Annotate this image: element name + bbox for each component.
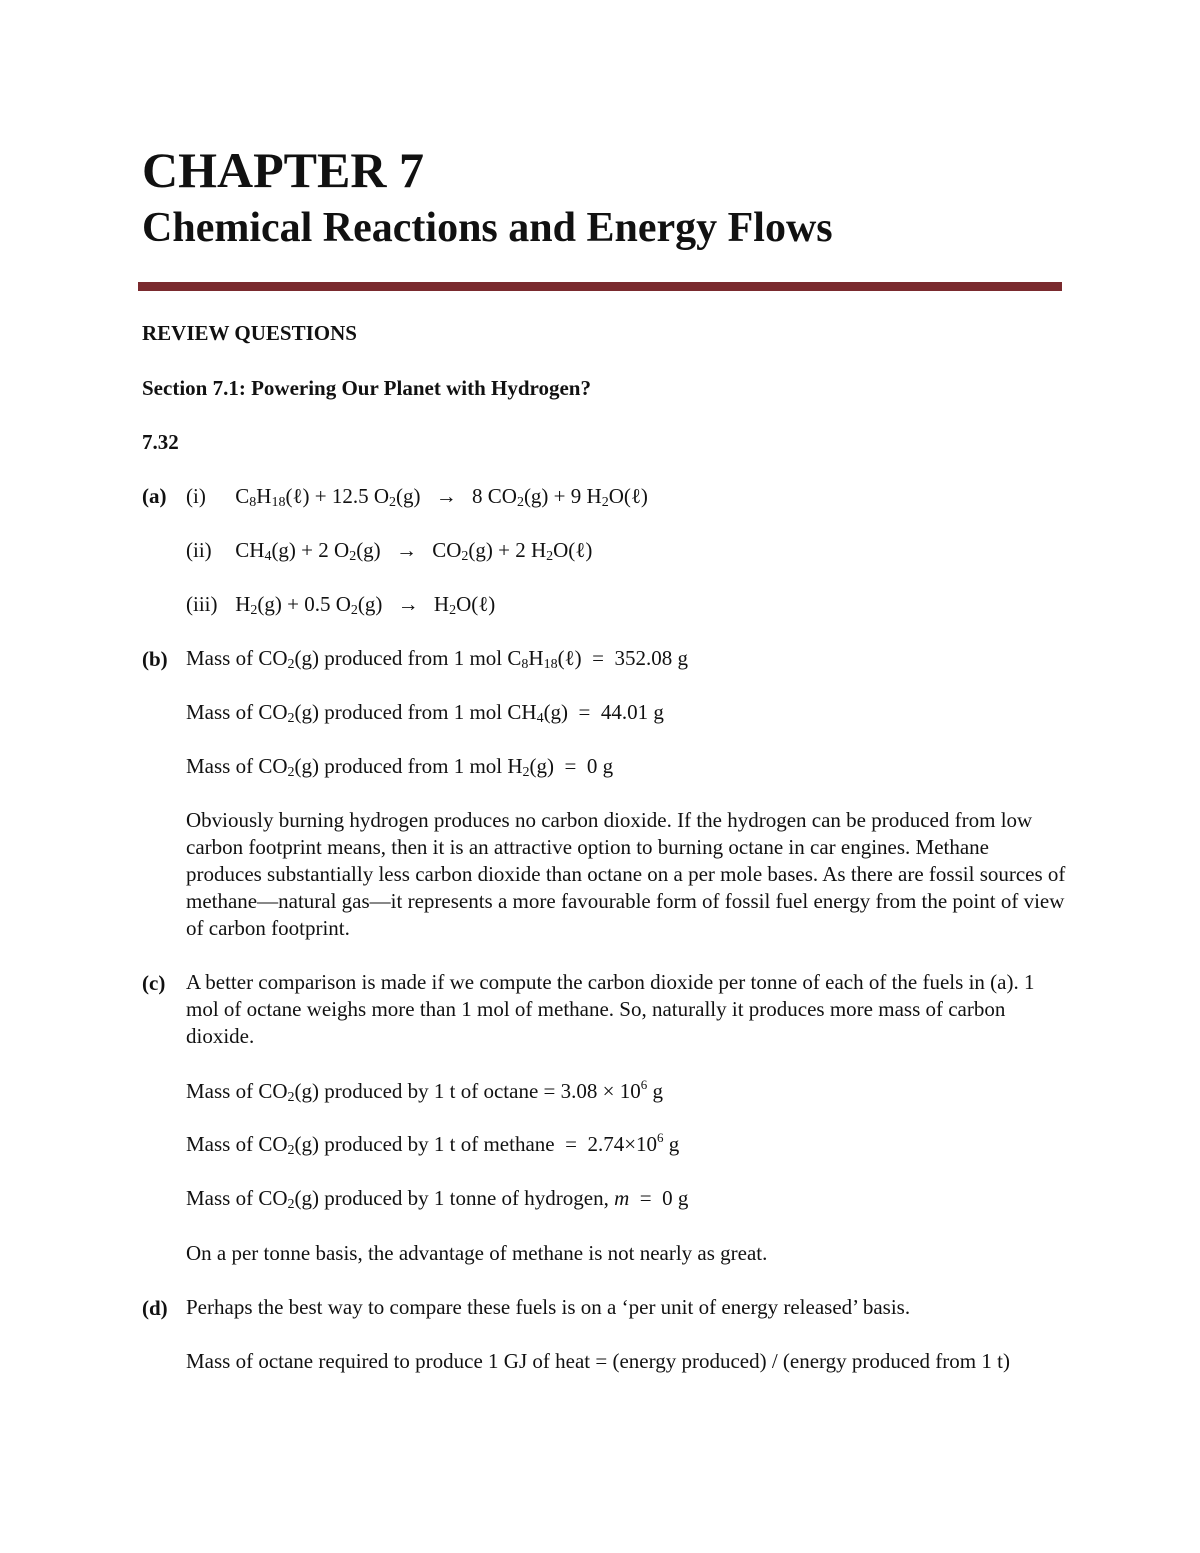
mass-hydrogen-mol: Mass of $CO_2(g)$ produced from 1 mol $H_2(g) = 0$ g <box>186 754 614 780</box>
chapter-number: CHAPTER 7 <box>142 142 424 198</box>
review-heading: REVIEW QUESTIONS <box>142 321 357 345</box>
part-c-paragraph: A better comparison is made if we compute the carbon dioxide per tonne of each of the fuels in (a). 1 mol of octane weighs more than 1 mol of methane. So, naturally it produces more mass of carbon dioxide. <box>186 970 1035 1048</box>
mass-methane-tonne: Mass of $CO_2(g)$ produced by 1 t of methane = $2.74\times 10^6$ g <box>186 1130 680 1158</box>
equation-text: $CH_4(g) + 2$ $O_2(g) \to CO_2(g) + 2$ $H_2O(\ell)$ <box>235 538 593 564</box>
part-b-paragraph: Obviously burning hydrogen produces no carbon dioxide. If the hydrogen can be produced from low carbon footprint means, then it is an attractive option to burning octane in car engines. Methane produces substantially less carbon dioxide than octane on a per mole bases. As there are fossil sources of methane—natural gas—it represents a more favourable form of fossil fuel energy from the point of view of carbon footprint. <box>186 808 1066 940</box>
equation-text: $H_2(g) + 0.5$ $O_2(g)$ → $H_2O(\ell)$ <box>235 592 496 618</box>
equation-i <box>186 482 648 510</box>
mass-octane-mol: Mass of $CO_2(g)$ produced from 1 mol $C_8H_{18}(\ell) = 352.08$ g <box>186 646 688 672</box>
equation-ii <box>186 536 592 564</box>
part-d-label: (d) <box>142 1296 168 1320</box>
part-d-paragraph: Mass of octane required to produce 1 GJ of heat = (energy produced) / (energy produced from 1 t) <box>186 1349 1010 1373</box>
equation-iii <box>186 590 495 618</box>
title-divider <box>138 282 1062 291</box>
equation-tag: (ii) <box>186 538 212 562</box>
part-c-label: (c) <box>142 971 166 995</box>
equation-tag: (iii) <box>186 592 218 616</box>
part-a-label: (a) <box>142 484 167 508</box>
question-number: 7.32 <box>142 430 179 454</box>
equation-text: $C_8H_{18}(\ell) + 12.5$ $O_2(g) \to 8$ $CO_2(g) + 9$ $H_2O(\ell)$ <box>235 484 648 510</box>
mass-methane-mol: Mass of $CO_2(g)$ produced from 1 mol $CH_4(g) = 44.01$ g <box>186 700 664 726</box>
section-heading: Section 7.1: Powering Our Planet with Hydrogen? <box>142 376 591 400</box>
part-b-label: (b) <box>142 647 168 671</box>
mass-octane-tonne: Mass of $CO_2(g)$ produced by 1 t of $octane = 3.08 \times 10^6$ g <box>186 1077 663 1105</box>
chapter-title: Chemical Reactions and Energy Flows <box>142 205 833 251</box>
part-c-conclusion: On a per tonne basis, the advantage of methane is not nearly as great. <box>186 1241 768 1265</box>
equation-tag: (i) <box>186 484 206 508</box>
mass-hydrogen-tonne: Mass of $CO_2(g)$ produced by 1 tonne of hydrogen, m = 0 g <box>186 1186 689 1212</box>
part-d-line: Perhaps the best way to compare these fuels is on a ‘per unit of energy released’ basis. <box>186 1295 911 1319</box>
